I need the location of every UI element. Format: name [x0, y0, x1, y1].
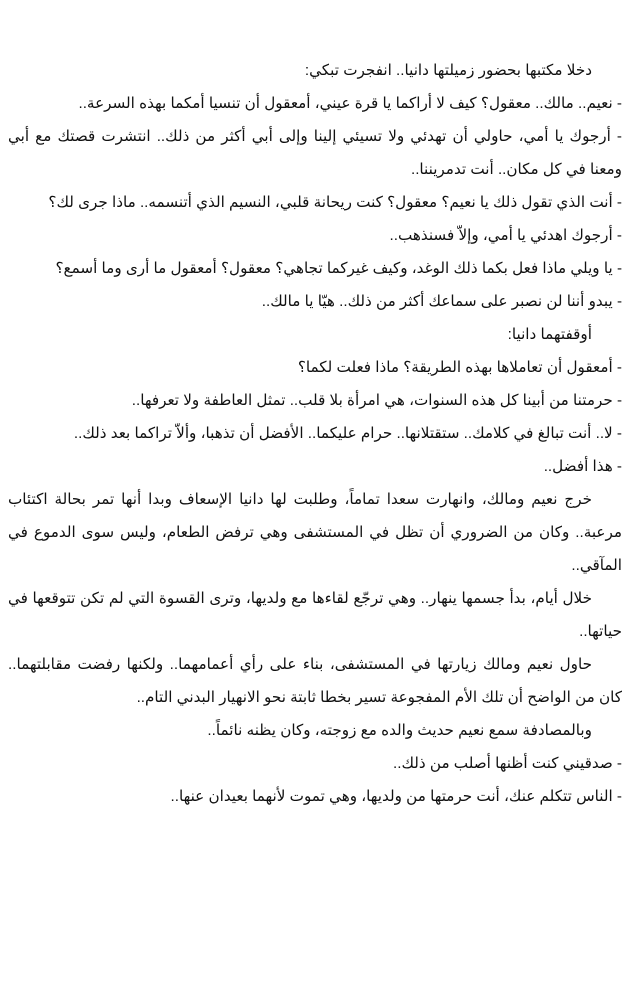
paragraph-7: - يبدو أننا لن نصبر على سماعك أكثر من ذلك.. هيّا يا مالك.. [261, 293, 622, 310]
paragraph-15: حاول نعيم ومالك زيارتها في المستشفى، بناء على رأي أعمامهما.. ولكنها رفضت مقابلتهما.. كان من الواضح أن تلك الأم المفجوعة تسير بخطا ثابتة نحو الانهيار البدني التام.. [8, 656, 622, 706]
paragraph-13: خرج نعيم ومالك، وانهارت سعدا تماماً، وطلبت لها دانيا الإسعاف وبدا أنها تمر بحالة اكتئاب مرعبة.. وكان من الضروري أن تظل في المستشفى وهي ترفض الطعام، وليس سوى الدموع في المآقي.. [8, 491, 622, 574]
text-column [8, 54, 622, 813]
paragraph-3: - أرجوك يا أمي، حاولي أن تهدئي ولا تسيئي إلينا وإلى أبي أكثر من ذلك.. انتشرت قصتك مع أبي ومعنا في كل مكان.. أنت تدمريننا.. [8, 128, 622, 178]
paragraph-11: - لا.. أنت تبالغ في كلامك.. ستقتلانها.. حرام عليكما.. الأفضل أن تذهبا، وألاّ تراكما بعد ذلك.. [73, 425, 622, 442]
paragraph-1: دخلا مكتبها بحضور زميلتها دانيا.. انفجرت تبكي: [304, 62, 592, 79]
paragraph-12: - هذا أفضل.. [543, 458, 622, 475]
paragraph-9: - أمعقول أن تعاملاها بهذه الطريقة؟ ماذا فعلت لكما؟ [297, 359, 622, 376]
paragraph-18: - الناس تتكلم عنك، أنت حرمتها من ولديها، وهي تموت لأنهما بعيدان عنها.. [170, 788, 622, 805]
paragraph-5: - أرجوك اهدئي يا أمي، وإلاّ فسنذهب.. [389, 227, 622, 244]
paragraph-10: - حرمتنا من أبينا كل هذه السنوات، هي امرأة بلا قلب.. تمثل العاطفة ولا تعرفها.. [131, 392, 622, 409]
paragraph-4: - أنت الذي تقول ذلك يا نعيم؟ معقول؟ كنت ريحانة قلبي، النسيم الذي أتنسمه.. ماذا جرى لك؟ [48, 194, 622, 211]
paragraph-14: خلال أيام، بدأ جسمها ينهار.. وهي ترجّع لقاءها مع ولديها، وترى القسوة التي لم تكن تتوقعها في حياتها.. [8, 590, 622, 640]
paragraph-17: - صدقيني كنت أظنها أصلب من ذلك.. [393, 755, 622, 772]
paragraph-8: أوقفتهما دانيا: [507, 326, 592, 343]
paragraph-16: وبالمصادفة سمع نعيم حديث والده مع زوجته، وكان يظنه نائماً.. [207, 722, 592, 739]
paragraph-6: - يا ويلي ماذا فعل بكما ذلك الوغد، وكيف غيركما تجاهي؟ معقول؟ أمعقول ما أرى وما أسمع؟ [55, 260, 622, 277]
paragraph-2: - نعيم.. مالك.. معقول؟ كيف لا أراكما يا قرة عيني، أمعقول أن تنسيا أمكما بهذه السرعة.. [78, 95, 622, 112]
